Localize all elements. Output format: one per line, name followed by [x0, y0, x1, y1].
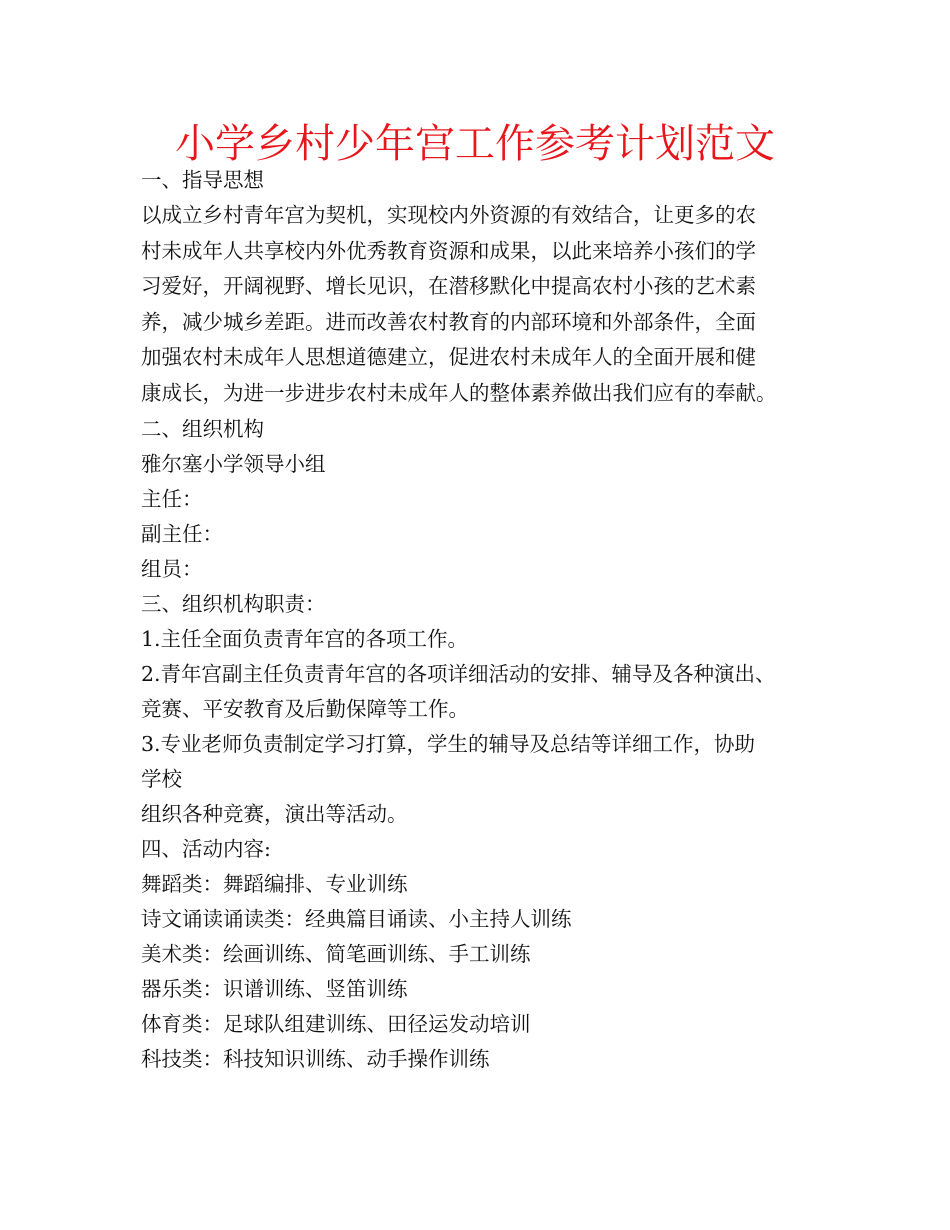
paragraph-line: 养，减少城乡差距。进而改善农村教育的内部环境和外部条件，全面: [141, 309, 756, 334]
list-item: 诗文诵读诵读类：经典篇目诵读、小主持人训练: [141, 906, 572, 931]
paragraph-line: 康成长，为进一步进步农村未成年人的整体素养做出我们应有的奉献。: [141, 380, 777, 405]
list-item: 3.专业老师负责制定学习打算，学生的辅导及总结等详细工作，协助: [141, 731, 756, 756]
list-item: 体育类：足球队组建训练、田径运发动培训: [141, 1011, 531, 1036]
paragraph-line: 村未成年人共享校内外优秀教育资源和成果，以此来培养小孩们的学: [141, 238, 756, 263]
paragraph-line: 以成立乡村青年宫为契机，实现校内外资源的有效结合，让更多的农: [141, 203, 756, 227]
document-body: [141, 163, 841, 1077]
section-heading-guiding-thought: 一、指导思想: [141, 168, 264, 192]
document-title: 小学乡村少年宫工作参考计划范文: [175, 121, 775, 167]
list-item: 舞蹈类：舞蹈编排、专业训练: [141, 871, 408, 896]
list-item: 美术类：绘画训练、简笔画训练、手工训练: [141, 941, 531, 966]
text-line: 组织各种竞赛，演出等活动。: [141, 801, 408, 826]
text-line: 竞赛、平安教育及后勤保障等工作。: [141, 696, 469, 721]
paragraph-line: 加强农村未成年人思想道德建立，促进农村未成年人的全面开展和健: [141, 345, 756, 370]
section-heading-organization: 二、组织机构: [141, 416, 264, 441]
section-heading-activities: 四、活动内容:: [141, 836, 271, 861]
list-item: 科技类：科技知识训练、动手操作训练: [141, 1046, 490, 1071]
text-line: 主任：: [141, 486, 203, 511]
list-item: 1.主任全面负责青年宫的各项工作。: [141, 626, 469, 651]
text-line: 学校: [141, 766, 182, 791]
section-heading-responsibilities: 三、组织机构职责：: [141, 591, 326, 616]
list-item: 2.青年宫副主任负责青年宫的各项详细活动的安排、辅导及各种演出、: [141, 661, 776, 686]
text-line: 雅尔塞小学领导小组: [141, 451, 326, 476]
text-line: 组员：: [141, 556, 203, 581]
list-item: 器乐类：识谱训练、竖笛训练: [141, 976, 408, 1001]
paragraph-line: 习爱好，开阔视野、增长见识，在潜移默化中提高农村小孩的艺术素: [141, 274, 756, 299]
text-line: 副主任：: [141, 521, 223, 546]
